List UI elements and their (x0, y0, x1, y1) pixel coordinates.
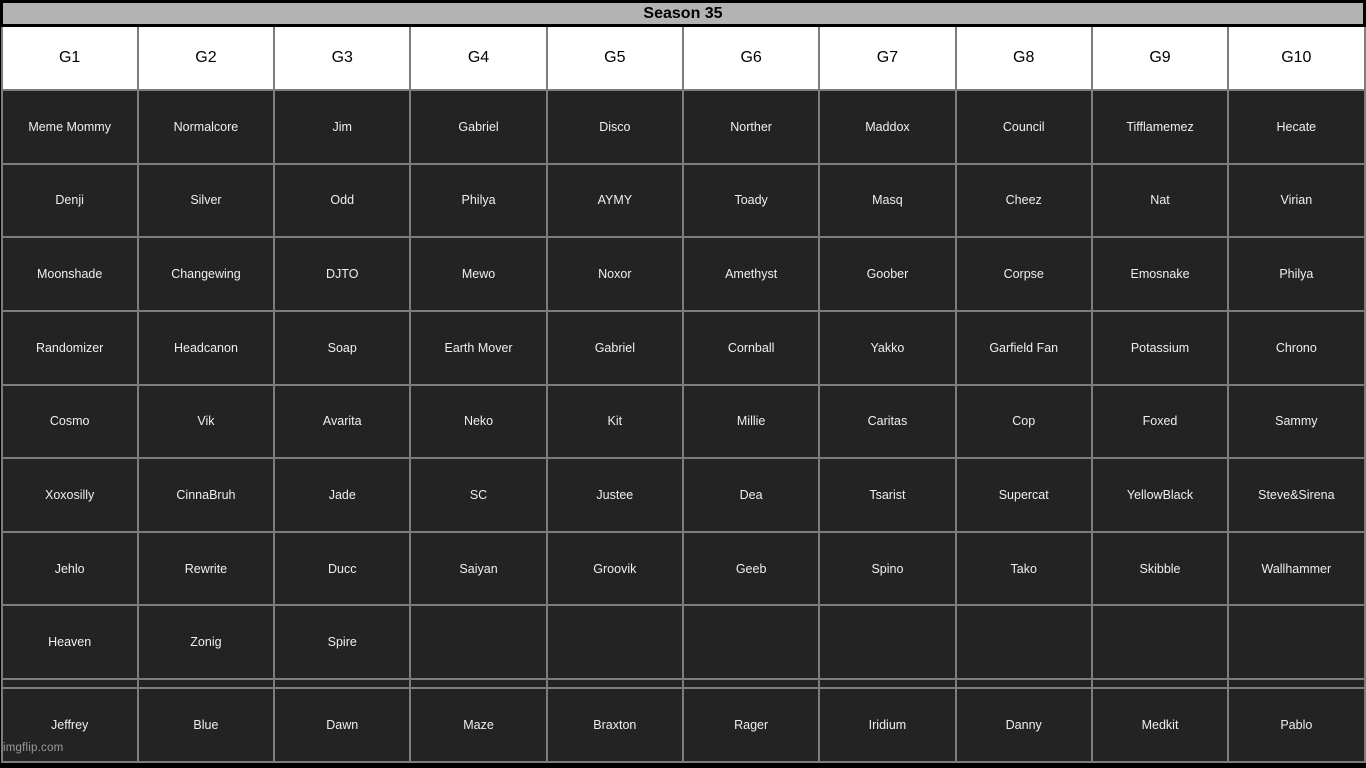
player-cell: Toady (683, 164, 819, 238)
empty-cell (2, 679, 138, 688)
player-cell: Groovik (547, 532, 683, 606)
table-row (2, 532, 1365, 606)
empty-cell (1228, 679, 1364, 688)
player-cell: Tako (956, 532, 1092, 606)
empty-cell (410, 605, 546, 679)
column-header-g10: G10 (1228, 26, 1364, 91)
player-cell: Noxor (547, 237, 683, 311)
player-cell: Virian (1228, 164, 1364, 238)
player-cell: Caritas (819, 385, 955, 459)
player-cell: Gabriel (547, 311, 683, 385)
player-cell: Disco (547, 90, 683, 164)
empty-cell (683, 605, 819, 679)
table-row (2, 237, 1365, 311)
player-cell: CinnaBruh (138, 458, 274, 532)
empty-cell (683, 679, 819, 688)
player-cell: Neko (410, 385, 546, 459)
player-cell: Wallhammer (1228, 532, 1364, 606)
player-cell: Millie (683, 385, 819, 459)
player-cell: Ducc (274, 532, 410, 606)
empty-cell (410, 679, 546, 688)
player-cell: Mewo (410, 237, 546, 311)
player-cell: DJTO (274, 237, 410, 311)
imgflip-watermark: imgflip.com (3, 742, 64, 754)
column-header-g5: G5 (547, 26, 683, 91)
table-title: Season 35 (2, 2, 1365, 26)
player-cell: AYMY (547, 164, 683, 238)
player-cell: Justee (547, 458, 683, 532)
player-cell: Skibble (1092, 532, 1228, 606)
player-cell: Xoxosilly (2, 458, 138, 532)
player-cell: Vik (138, 385, 274, 459)
player-cell: Braxton (547, 688, 683, 762)
empty-cell (819, 679, 955, 688)
table-row (2, 90, 1365, 164)
column-header-g4: G4 (410, 26, 546, 91)
column-header-g6: G6 (683, 26, 819, 91)
player-cell: Gabriel (410, 90, 546, 164)
column-header-g2: G2 (138, 26, 274, 91)
player-cell: Denji (2, 164, 138, 238)
player-cell: Dea (683, 458, 819, 532)
player-cell: Avarita (274, 385, 410, 459)
player-cell: Cornball (683, 311, 819, 385)
empty-cell (547, 605, 683, 679)
player-cell: YellowBlack (1092, 458, 1228, 532)
player-cell: Foxed (1092, 385, 1228, 459)
player-cell: Jim (274, 90, 410, 164)
player-cell: Pablo (1228, 688, 1364, 762)
player-cell: Iridium (819, 688, 955, 762)
player-cell: Spino (819, 532, 955, 606)
player-cell: Medkit (1092, 688, 1228, 762)
player-cell: Normalcore (138, 90, 274, 164)
player-cell: Danny (956, 688, 1092, 762)
player-cell: Sammy (1228, 385, 1364, 459)
empty-cell (819, 605, 955, 679)
player-cell: Spire (274, 605, 410, 679)
player-cell: Potassium (1092, 311, 1228, 385)
player-cell: Soap (274, 311, 410, 385)
player-cell: Tsarist (819, 458, 955, 532)
empty-cell (138, 679, 274, 688)
player-cell: Maze (410, 688, 546, 762)
player-cell: Blue (138, 688, 274, 762)
column-header-g7: G7 (819, 26, 955, 91)
player-cell: Saiyan (410, 532, 546, 606)
player-cell: Corpse (956, 237, 1092, 311)
player-cell: Headcanon (138, 311, 274, 385)
player-cell: Cheez (956, 164, 1092, 238)
column-header-g8: G8 (956, 26, 1092, 91)
player-cell: Goober (819, 237, 955, 311)
player-cell: Rager (683, 688, 819, 762)
table-row (2, 458, 1365, 532)
table-row (2, 385, 1365, 459)
player-cell: Tifflamemez (1092, 90, 1228, 164)
player-cell: Supercat (956, 458, 1092, 532)
empty-cell (274, 679, 410, 688)
table-row (2, 679, 1365, 688)
player-cell: Earth Mover (410, 311, 546, 385)
player-cell: Nat (1092, 164, 1228, 238)
player-cell: Amethyst (683, 237, 819, 311)
player-cell: Emosnake (1092, 237, 1228, 311)
player-cell: Rewrite (138, 532, 274, 606)
table-row (2, 605, 1365, 679)
player-cell: Moonshade (2, 237, 138, 311)
column-header-g9: G9 (1092, 26, 1228, 91)
player-cell: Maddox (819, 90, 955, 164)
player-cell: Geeb (683, 532, 819, 606)
player-cell: Chrono (1228, 311, 1364, 385)
player-cell: Cosmo (2, 385, 138, 459)
player-cell: Philya (1228, 237, 1364, 311)
title-row (2, 2, 1365, 26)
player-cell: Kit (547, 385, 683, 459)
player-cell: Cop (956, 385, 1092, 459)
player-cell: Council (956, 90, 1092, 164)
player-cell: Norther (683, 90, 819, 164)
empty-cell (956, 679, 1092, 688)
header-row (2, 26, 1365, 91)
column-header-g1: G1 (2, 26, 138, 91)
player-cell: Philya (410, 164, 546, 238)
empty-cell (1228, 605, 1364, 679)
table-row (2, 688, 1365, 762)
player-cell: Odd (274, 164, 410, 238)
empty-cell (547, 679, 683, 688)
player-cell: Hecate (1228, 90, 1364, 164)
player-cell: Changewing (138, 237, 274, 311)
player-cell: Steve&Sirena (1228, 458, 1364, 532)
player-cell: Jeffrey (2, 688, 138, 762)
player-cell: Heaven (2, 605, 138, 679)
empty-cell (1092, 679, 1228, 688)
player-cell: Randomizer (2, 311, 138, 385)
player-cell: Meme Mommy (2, 90, 138, 164)
player-cell: Masq (819, 164, 955, 238)
empty-cell (1092, 605, 1228, 679)
player-cell: Jehlo (2, 532, 138, 606)
table-row (2, 164, 1365, 238)
empty-cell (956, 605, 1092, 679)
player-cell: Dawn (274, 688, 410, 762)
player-cell: Zonig (138, 605, 274, 679)
player-cell: Garfield Fan (956, 311, 1092, 385)
player-cell: SC (410, 458, 546, 532)
table-row (2, 311, 1365, 385)
player-cell: Silver (138, 164, 274, 238)
player-cell: Yakko (819, 311, 955, 385)
column-header-g3: G3 (274, 26, 410, 91)
player-cell: Jade (274, 458, 410, 532)
